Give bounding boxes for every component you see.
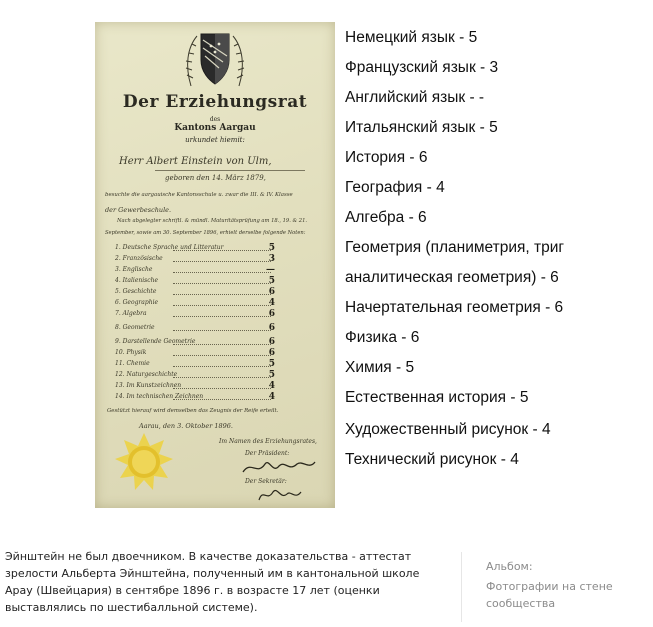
grade-line: География - 4 (345, 179, 445, 196)
wax-seal-icon (113, 432, 175, 494)
grade-line: История - 6 (345, 149, 428, 166)
grade-row: 5. Geschichte 6 (115, 287, 275, 297)
grade-line: Начертательная геометрия - 6 (345, 299, 564, 316)
album-label: Альбом: (486, 560, 533, 573)
grade-line: Технический рисунок - 4 (345, 451, 519, 468)
grade-line: Художественный рисунок - 4 (345, 421, 551, 438)
grade-line: Химия - 5 (345, 359, 415, 376)
certificate-kanton: Kantons Aargau (174, 123, 256, 133)
grade-row: 7. Algebra 6 (115, 309, 275, 319)
certificate-signoff-3: Der Sekretär: (245, 478, 287, 485)
certificate-exam-line-2: September, sowie am 30. September 1896, erhielt derselbe folgende Noten: (105, 230, 306, 236)
grade-row: 2. Französische 3 (115, 254, 275, 264)
president-signature-icon (239, 456, 319, 478)
grade-row: 12. Naturgeschichte 5 (115, 370, 275, 380)
post-caption: Эйнштейн не был двоечником. В качестве доказательства - аттестат зрелости Альберта Эйнштейна, полученный им в кантональной школе Арау (Швейцария) в сентябре 1896 г. в возрасте 17 лет (оценки выставлялись по шестибалльной системе). (5, 550, 420, 614)
certificate-urkundet: urkundet hiemit: (185, 136, 245, 144)
grade-row: 1. Deutsche Sprache und Litteratur 5 (115, 243, 275, 253)
certificate-exam-line-1: Nach abgelegter schriftl. & mündl. Maturitätsprüfung am 18., 19. & 21. (117, 218, 308, 224)
certificate-closing-line: Gestützt hierauf wird demselben das Zeugnis der Reife erteilt. (107, 408, 279, 414)
grade-line: Алгебра - 6 (345, 209, 427, 226)
grade-row: 9. Darstellende Geometrie 6 (115, 337, 275, 347)
grade-line: Немецкий язык - 5 (345, 29, 478, 46)
grade-line: Геометрия (планиметрия, триг (345, 239, 565, 256)
certificate-des: des (209, 116, 221, 123)
grade-row: 4. Italienische 5 (115, 276, 275, 286)
grade-row: 10. Physik 6 (115, 348, 275, 358)
grade-line: Итальянский язык - 5 (345, 119, 498, 136)
certificate-signoff-1: Im Namen des Erziehungsrates, (219, 438, 317, 445)
certificate-title: Der Erziehungsrat (122, 92, 308, 112)
certificate-document (95, 22, 335, 508)
grade-row: 14. Im technischen Zeichnen 4 (115, 392, 275, 402)
grade-row: 11. Chemie 5 (115, 359, 275, 369)
certificate-signoff-2: Der Präsident: (245, 450, 290, 457)
certificate-date-line: Aarau, den 3. Oktober 1896. (139, 422, 233, 430)
grade-row: 3. Englische — (115, 265, 275, 275)
coat-of-arms-icon (183, 26, 247, 92)
grade-line: аналитическая геометрия) - 6 (345, 269, 559, 286)
grade-line: Французский язык - 3 (345, 59, 499, 76)
grade-line: Естественная история - 5 (345, 389, 529, 406)
certificate-school-line: besuchte die aargauische Kantonsschule u. zwar die III. & IV. Klasse (105, 192, 293, 198)
certificate-name-line: Herr Albert Einstein von Ulm, (119, 156, 272, 167)
post-photo[interactable] (95, 22, 565, 508)
grade-line: Английский язык - - (345, 89, 485, 106)
grade-row: 6. Geographie 4 (115, 298, 275, 308)
grade-line: Физика - 6 (345, 329, 420, 346)
certificate-school-name: der Gewerbeschule. (105, 206, 172, 214)
grade-row: 8. Geometrie 6 (115, 323, 275, 333)
divider (461, 552, 462, 622)
secretary-signature-icon (255, 486, 305, 504)
album-link[interactable]: Фотографии на стене сообщества (486, 580, 613, 610)
certificate-born-line: geboren den 14. März 1879, (165, 174, 266, 182)
grade-row: 13. Im Kunstzeichnen 4 (115, 381, 275, 391)
